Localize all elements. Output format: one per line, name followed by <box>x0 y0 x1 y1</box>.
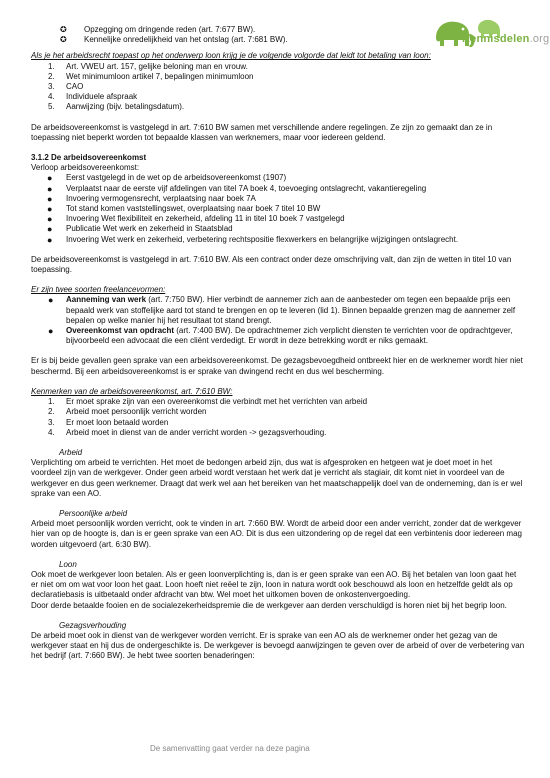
top-list <box>31 25 525 45</box>
list-item: ● Verplaatst naar de eerste vijf afdelingen van titel 7A boek 4, toevoeging ontslagrecht, vakantieregeling <box>47 183 427 194</box>
paragraph: De arbeidsovereenkomst is vastgelegd in art. 7:610 BW samen met verschillende andere regelingen. Ze zijn zo gemaakt dan ze in toepassing niet beperkt worden tot bepaalde klassen van werknemers, maar voor iedereen geldend. <box>31 122 493 142</box>
list-item: ● Tot stand komen vaststellingswet, overplaatsing naar boek 7 titel 10 BW <box>47 204 321 215</box>
subheading-persoonlijk: Persoonlijke arbeid <box>59 508 128 518</box>
history-list <box>31 173 525 244</box>
kenmerken-list <box>31 397 525 438</box>
pay-order-list <box>31 62 525 113</box>
subheading-loon: Loon <box>59 559 77 569</box>
list-item: ● Publicatie Wet werk en zekerheid in Staatsblad <box>47 224 233 235</box>
freelance-list <box>31 295 525 346</box>
section-title: 3.1.2 De arbeidsovereenkomst <box>31 153 147 163</box>
logo-brand-text: Kennisdelen <box>462 33 530 45</box>
paragraph: De arbeid moet ook in dienst van de werkgever worden verricht. Er is sprake van een AO als de werknemer onder het gezag van de werkgever staat en hij dus de ondergeschikte is. De werkgever is bevoegd aanwijzingen te geven over de arbeid of over de verbetering van het bedrijf (art. 7:660 BW). Je hebt twee soorten benaderingen: <box>31 630 525 661</box>
logo-tld-text: .org <box>529 33 550 45</box>
list-item: ● Eerst vastgelegd in de wet op de arbeidsovereenkomst (1907) <box>47 173 287 184</box>
list-item: ● Overeenkomst van opdracht (art. 7:400 BW). De opdrachtnemer zich verplicht diensten te verrichten voor de opdrachtgever, bijvoorbeeld een advocaat die een cliënt verdedigt. Er wordt in deze betrekking wordt er niks gemaakt. <box>48 326 513 346</box>
paragraph: De arbeidsovereenkomst is vastgelegd in art. 7:610 BW. Als een contract onder deze omschrijving valt, dan zijn de wetten in titel 10 van toepassing. <box>31 254 512 275</box>
kenmerken-heading: Kenmerken van de arbeidsovereenkomst, art. 7:610 BW: <box>31 386 233 396</box>
list-item: ✪ Kennelijke onredelijkheid van het ontslag (art. 7:681 BW). <box>60 35 288 45</box>
list-item: ● Aanneming van werk (art. 7:750 BW). Hier verbindt de aannemer zich aan de aanbesteder om tegen een bepaalde prijs een bepaald werk van stoffelijke aard tot stand te brengen en op te leveren (lid 1). Binnen bepaalde grenzen mag de aannemer zelf bepalen op welke manier hij het resultaat tot stand brengt. <box>48 295 516 325</box>
list-item: ● Invoering Wet werk en zekerheid, verbetering rechtspositie flexwerkers en belangrijke wijzigingen ontslagrecht. <box>47 234 459 245</box>
paragraph: Arbeid moet persoonlijk worden verricht, ook te vinden in art. 7:660 BW. Wordt de arbeid door een ander verricht, zonder dat de werkgever hier van op de hoogte is, dan is er geen sprake van een AO. Dit is dus een uitzondering op de regel dat een verbintenis door iedereen mag worden uitgevoerd (art. 6:30 BW). <box>31 519 522 549</box>
list-item: 1. Er moet sprake zijn van een overeenkomst die verbindt met het verrichten van arbeid <box>48 397 368 407</box>
list-item: ● Invoering Wet flexibiliteit en zekerheid, afdeling 11 in titel 10 boek 7 vastgelegd <box>47 214 345 225</box>
list-item: ● Invoering vermogensrecht, verplaatsing naar boek 7A <box>47 193 256 204</box>
list-item: 2. Arbeid moet persoonlijk verricht worden <box>48 407 207 417</box>
paragraph: Ook moet de werkgever loon betalen. Als er geen loonverplichting is, dan is er geen sprake van een AO. Bij het betalen van loon gaat het er niet om om wat voor loon het gaat. Loon hoeft niet reëel te zijn, loon in natura wordt ook beschouwd als loon en hetzelfde geldt als op declaratiebasis is uitbetaald onder afdracht van btw. Wel moet het uitkomen boven de onkostenvergoeding. <box>31 569 517 600</box>
list-item: 3. Er moet loon betaald worden <box>48 417 169 427</box>
freelance-heading: Er zijn twee soorten freelancevormen: <box>31 285 166 295</box>
subheading-gezag: Gezagsverhouding <box>59 620 127 630</box>
list-item: 3. CAO <box>48 82 84 92</box>
list-item: 4. Individuele afspraak <box>48 92 138 102</box>
list-item: 4. Arbeid moet in dienst van de ander verricht worden -> gezagsverhouding. <box>48 427 327 437</box>
list-item: 5. Aanwijzing (bijv. betalingsdatum). <box>48 102 185 112</box>
circle-bullet-icon: ✪ <box>60 25 67 34</box>
subheading-arbeid: Arbeid <box>59 447 83 457</box>
document-page <box>31 0 525 662</box>
history-intro: Verloop arbeidsovereenkomst: <box>31 163 140 173</box>
paragraph: Er is bij beide gevallen geen sprake van een arbeidsovereenkomst. De gezagsbevoegdheid ontbreekt hier en de werknemer wordt hier niet beschermd. Bij een arbeidsovereenkomst is er sprake van dwingend recht en dus wel bescherming. <box>31 356 523 376</box>
circle-bullet-icon: ✪ <box>60 35 67 45</box>
watermark-footer: De samenvatting gaat verder na deze pagina <box>150 744 310 753</box>
list-item: ✪ Opzegging om dringende reden (art. 7:677 BW). <box>60 25 256 34</box>
pay-heading: Als je het arbeidsrecht toepast op het onderwerp loon krijg je de volgende volgorde dat leidt tot betaling van loon: <box>31 51 431 61</box>
list-item: 1. Art. VWEU art. 157, gelijke beloning man en vrouw. <box>48 61 248 71</box>
paragraph: Verplichting om arbeid te verrichten. Het moet de bedongen arbeid zijn, dus wat is afgesproken en hetgeen wat je doet moet in het voordeel zijn van de werkgever. Onder geen arbeid wordt verstaan het werk dat je verricht als stagiair, dit komt niet in voordeel van de werkgever en dus geen werknemer. Draagt dat werk wel aan het bereiken van het maatschappelijk doel van de onderneming, dan is er wel sprake van een AO. <box>31 458 523 498</box>
list-item: 2. Wet minimumloon artikel 7, bepalingen minimumloon <box>48 71 254 81</box>
paragraph: Door derde betaalde fooien en de socialezekerheidspremie die de werkgever aan derden verschuldigd is horen niet bij het begrip loon. <box>31 600 507 610</box>
